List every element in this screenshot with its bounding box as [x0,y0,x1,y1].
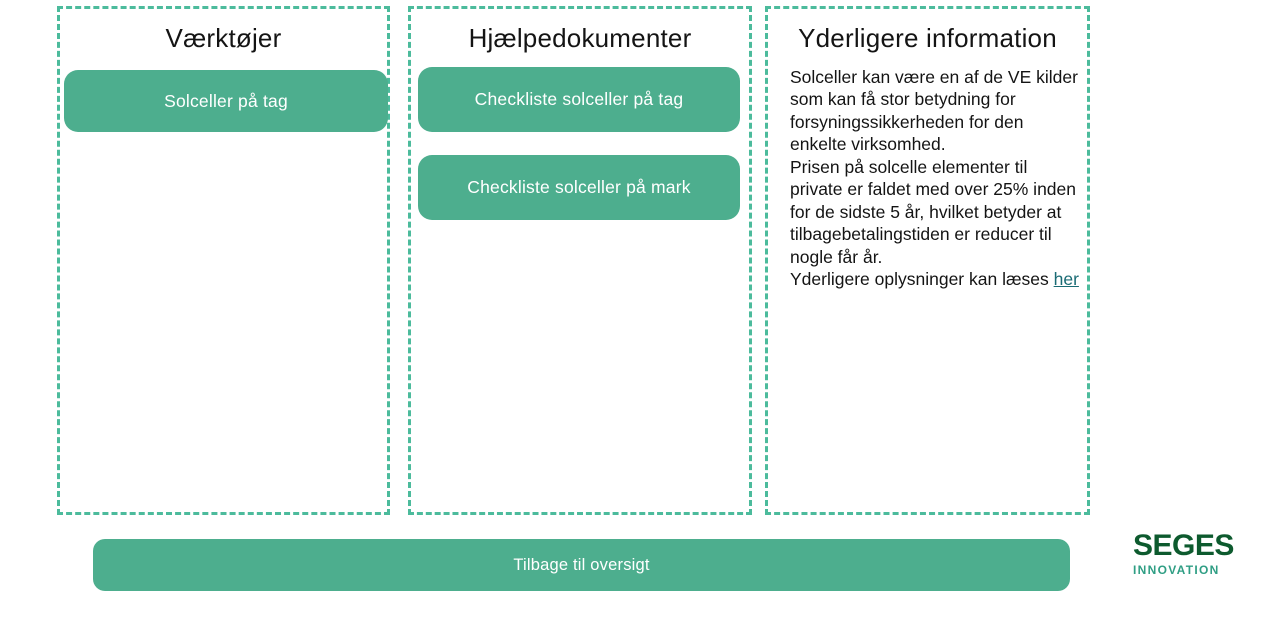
panel-tools-title: Værktøjer [165,23,282,53]
seges-innovation-logo [1133,531,1253,576]
panel-tools [57,6,390,515]
info-paragraph-3-prefix: Yderligere oplysninger kan læses [790,269,1054,290]
back-to-overview-button[interactable]: Tilbage til oversigt [93,539,1070,591]
innovation-logo-text: INNOVATION [1133,563,1220,577]
checkliste-solceller-pa-tag-button[interactable]: Checkliste solceller på tag [418,67,740,132]
panel-help [408,6,752,515]
seges-logo-text: SEGES [1133,529,1234,562]
panel-info-title: Yderligere information [798,23,1057,53]
info-paragraph-1: Solceller kan være en af de VE kilder som kan få stor betydning for forsyningssikkerheden for den enkelte virksomhed. [790,67,1078,155]
info-text [790,66,1080,291]
solceller-pa-tag-button[interactable]: Solceller på tag [64,70,388,132]
panel-info [765,6,1090,515]
info-paragraph-2: Prisen på solcelle elementer til private er faldet med over 25% inden for de sidste 5 år, hvilket betyder at tilbagebetalingstiden er reducer til nogle får år. [790,156,1076,267]
her-link[interactable]: her [1053,269,1079,290]
panel-help-title: Hjælpedokumenter [468,23,692,53]
checkliste-solceller-pa-mark-button[interactable]: Checkliste solceller på mark [418,155,740,220]
